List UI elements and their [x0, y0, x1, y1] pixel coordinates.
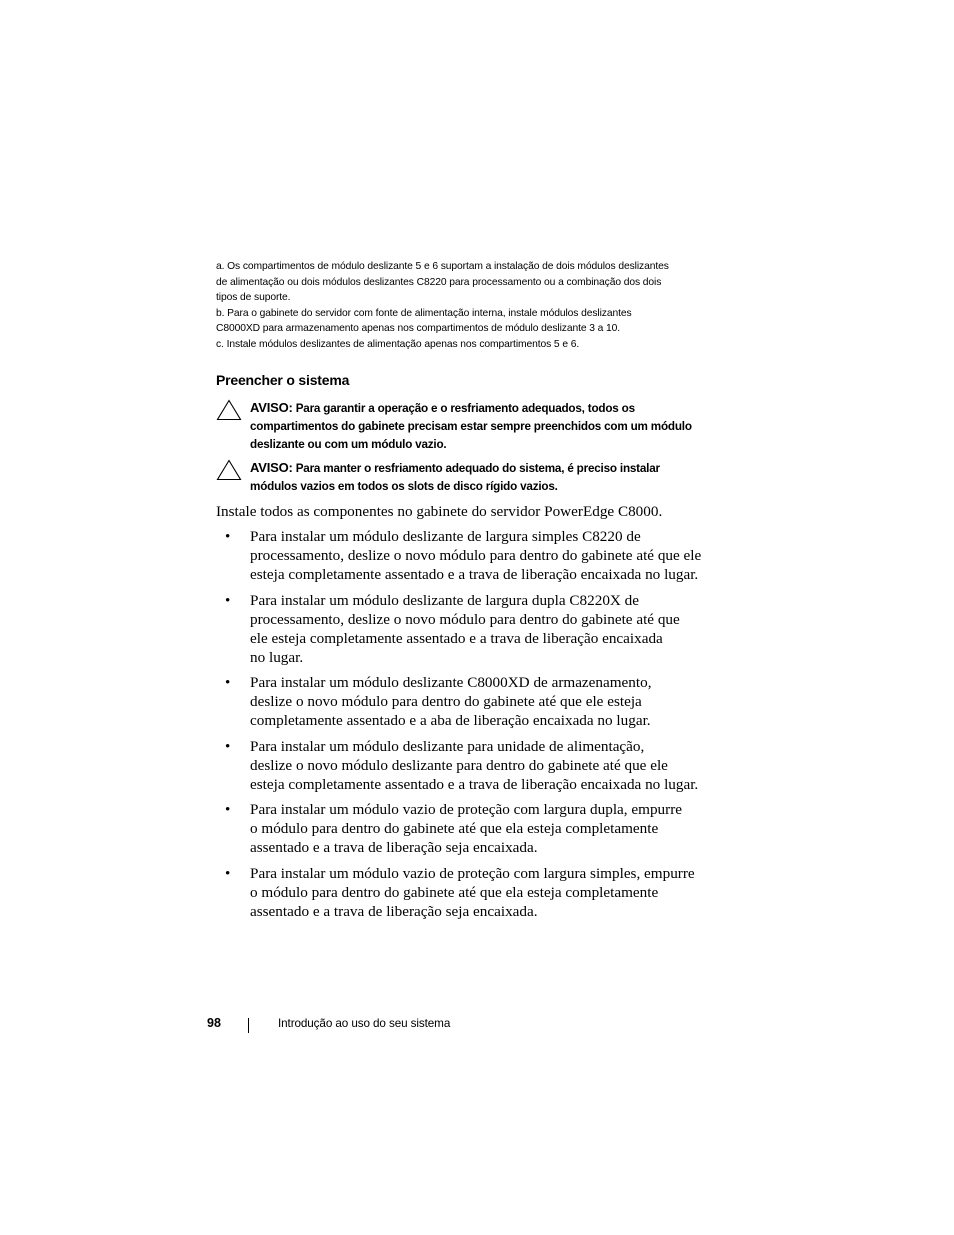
list-item: • Para instalar um módulo deslizante C8000XD de armazenamento, deslize o novo módulo para dentro do gabinete até que ele esteja completamente assentado e a aba de liberação encaixada no lugar. [225, 674, 652, 729]
warning-label: AVISO: [250, 400, 293, 415]
warning-notice [216, 459, 726, 496]
bullet-icon: • [225, 801, 231, 818]
footnote-b: b. Para o gabinete do servidor com fonte de alimentação interna, instale módulos deslizantes C8000XD para armazenamento apenas nos compartimentos de módulo deslizante 3 a 10. [216, 307, 632, 335]
footnote-a: a. Os compartimentos de módulo deslizante 5 e 6 suportam a instalação de dois módulos deslizantes de alimentação ou dois módulos deslizantes C8220 para processamento ou a combinação dos dois tipos de suporte. [216, 261, 669, 304]
instruction-list [216, 527, 726, 927]
page-footer [207, 1016, 607, 1036]
bullet-icon: • [225, 737, 231, 755]
warning-text: AVISO: Para garantir a operação e o resfriamento adequados, todos os compartimentos do gabinete precisam estar sempre preenchidos com um módulo deslizante ou com um módulo vazio. [250, 400, 692, 451]
table-footnotes [216, 259, 721, 353]
warning-triangle-icon [216, 399, 242, 421]
warning-notice [216, 399, 726, 454]
list-item: • Para instalar um módulo vazio de proteção com largura dupla, empurre o módulo para dentro do gabinete até que ela esteja completamente assentado e a trava de liberação seja encaixada. [225, 801, 682, 856]
bullet-icon: • [225, 528, 231, 545]
warning-text: AVISO: Para manter o resfriamento adequado do sistema, é preciso instalar módulos vazios em todos os slots de disco rígido vazios. [250, 460, 660, 493]
list-item: • Para instalar um módulo deslizante de largura dupla C8220X de processamento, deslize o novo módulo para dentro do gabinete até que ele esteja completamente assentado e a trava de liberação encaixada no lugar. [225, 591, 680, 666]
intro-paragraph: Instale todos as componentes no gabinete do servidor PowerEdge C8000. [216, 503, 663, 520]
footer-divider [248, 1018, 249, 1033]
bullet-icon: • [225, 864, 231, 882]
list-item: • Para instalar um módulo deslizante para unidade de alimentação, deslize o novo módulo deslizante para dentro do gabinete até que ele esteja completamente assentado e a trava de liberação encaixada no lugar. [225, 737, 699, 793]
list-item: • Para instalar um módulo deslizante de largura simples C8220 de processamento, deslize o novo módulo para dentro do gabinete até que ele esteja completamente assentado e a trava de liberação encaixada no lugar. [225, 528, 702, 583]
section-title: Preencher o sistema [216, 372, 350, 388]
footer-chapter-title: Introdução ao uso do seu sistema [278, 1017, 451, 1030]
bullet-icon: • [225, 591, 231, 609]
footnote-c: c. Instale módulos deslizantes de alimentação apenas nos compartimentos 5 e 6. [216, 338, 580, 350]
warning-label: AVISO: [250, 460, 293, 475]
warning-triangle-icon [216, 459, 242, 481]
bullet-icon: • [225, 674, 231, 691]
page-number: 98 [207, 1016, 221, 1030]
list-item: • Para instalar um módulo vazio de proteção com largura simples, empurre o módulo para dentro do gabinete até que ela esteja completamente assentado e a trava de liberação seja encaixada. [225, 864, 695, 920]
